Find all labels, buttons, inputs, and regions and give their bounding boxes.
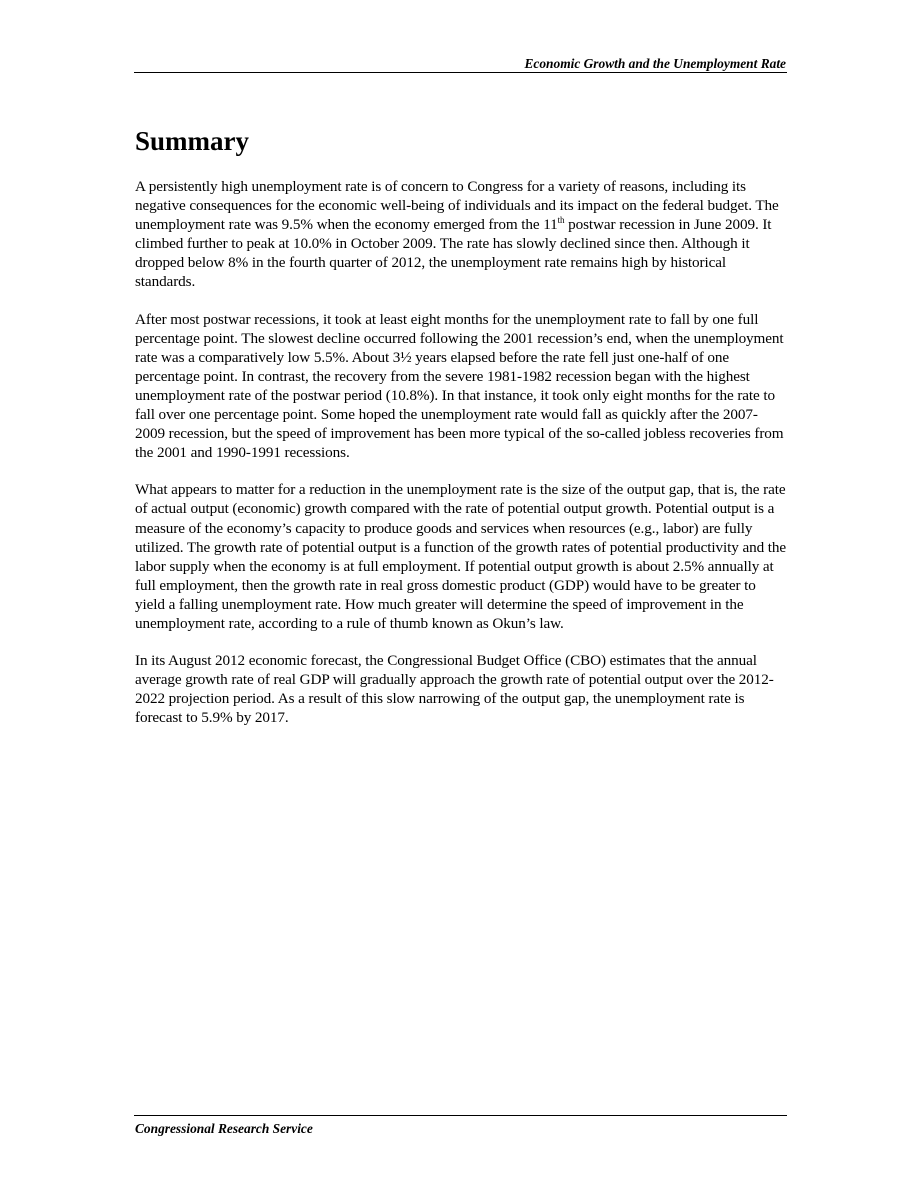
header-divider <box>134 72 787 73</box>
page-title: Summary <box>135 126 249 156</box>
running-header: Economic Growth and the Unemployment Rate <box>524 56 786 71</box>
paragraph-3: What appears to matter for a reduction in the unemployment rate is the size of the output gap, that is, the rate of actual output (economic) growth compared with the rate of potential output growth. Potential output is a measure of the economy’s capacity to produce goods and services when resources (e.g., labor) are fully utilized. The growth rate of potential output is a function of the growth rates of potential productivity and the labor supply when the economy is at full employment. If potential output growth is about 2.5% annually at full employment, then the growth rate in real gross domestic product (GDP) would have to be greater to yield a falling unemployment rate. How much greater will determine the speed of improvement in the unemployment rate, according to a rule of thumb known as Okun’s law. <box>135 481 787 632</box>
footer-organization: Congressional Research Service <box>135 1121 313 1136</box>
paragraph-1-superscript: th <box>557 215 565 226</box>
paragraph-1-text-b: postwar recession in June 2009. It climbed further to peak at 10.0% in October 2009. The rate has slowly declined since then. Although it dropped below 8% in the fourth quarter of 2012, the unemployment rate remains high by historical standards. <box>135 216 772 291</box>
paragraph-2: After most postwar recessions, it took at least eight months for the unemployment rate to fall by one full percentage point. The slowest decline occurred following the 2001 recession’s end, when the unemployment rate was a comparatively low 5.5%. About 3½ years elapsed before the rate fell just one-half of one percentage point. In contrast, the recovery from the severe 1981-1982 recession began with the highest unemployment rate of the postwar period (10.8%). In that instance, it took only eight months for the rate to fall over one percentage point. Some hoped the unemployment rate would fall as quickly after the 2007-2009 recession, but the speed of improvement has been more typical of the so-called jobless recoveries from the 2001 and 1990-1991 recessions. <box>135 310 784 462</box>
footer-divider <box>134 1115 787 1116</box>
paragraph-1 <box>135 177 787 292</box>
paragraph-4: In its August 2012 economic forecast, the Congressional Budget Office (CBO) estimates that the annual average growth rate of real GDP will gradually approach the growth rate of potential output over the 2012-2022 projection period. As a result of this slow narrowing of the output gap, the unemployment rate is forecast to 5.9% by 2017. <box>135 652 774 727</box>
summary-body <box>135 177 787 745</box>
paragraph-1-text-a: A persistently high unemployment rate is of concern to Congress for a variety of reasons, including its negative consequences for the economic well-being of individuals and its impact on the federal budget. The unemployment rate was 9.5% when the economy emerged from the 11 <box>135 178 779 234</box>
